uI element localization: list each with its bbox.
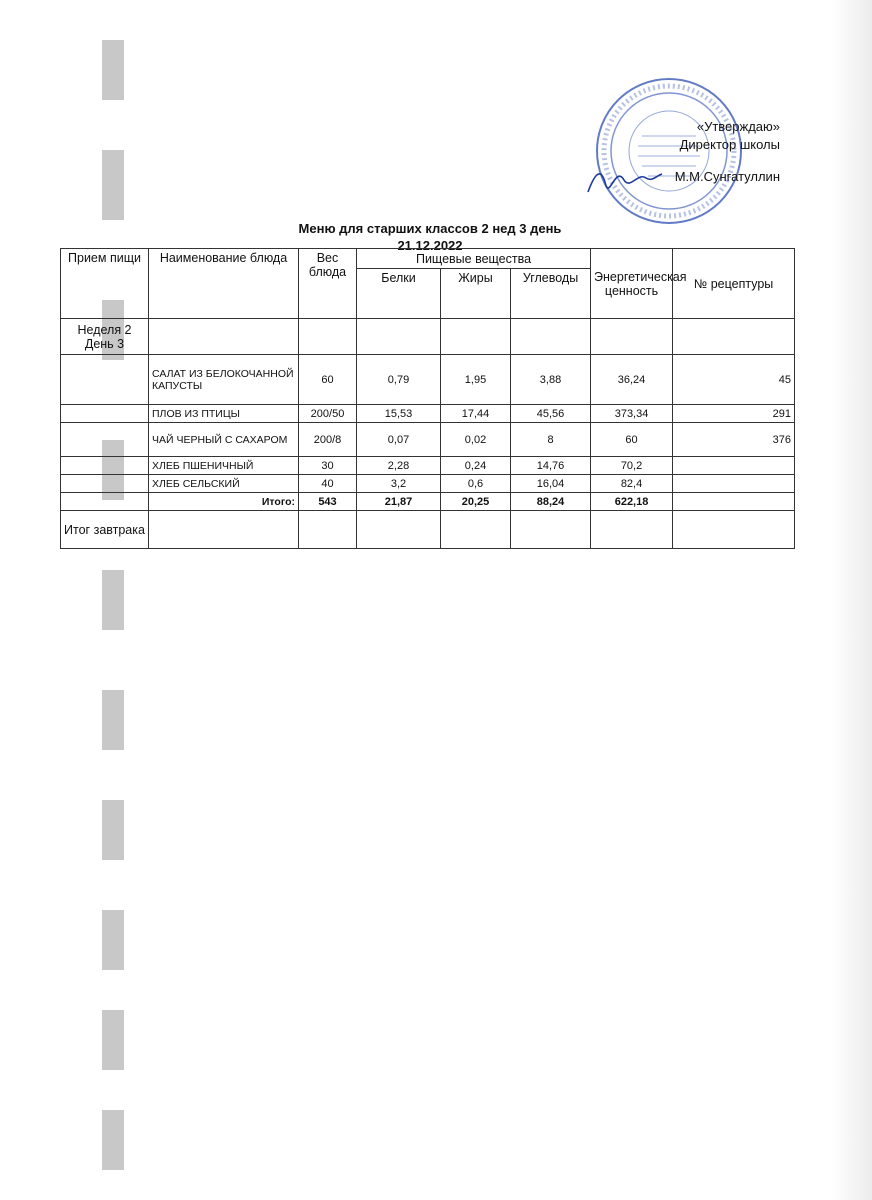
dish-weight: 60 [299,355,357,405]
table-row [61,423,795,457]
dish-fat: 1,95 [441,355,511,405]
breakfast-total-label: Итог завтрака [61,511,149,549]
dish-carbs: 16,04 [511,475,591,493]
title-line: Меню для старших классов 2 нед 3 день [298,221,562,236]
scan-binding-edge [92,0,138,1200]
dish-energy: 373,34 [591,405,673,423]
total-protein: 21,87 [357,493,441,511]
total-weight: 543 [299,493,357,511]
week-day-label: Неделя 2 День 3 [61,319,149,355]
dish-energy: 36,24 [591,355,673,405]
table-row [61,355,795,405]
total-energy: 622,18 [591,493,673,511]
total-fat: 20,25 [441,493,511,511]
week-day-row [61,319,795,355]
dish-protein: 2,28 [357,457,441,475]
header-protein: Белки [357,269,441,319]
dish-name: ПЛОВ ИЗ ПТИЦЫ [149,405,299,423]
dish-energy: 82,4 [591,475,673,493]
table-row [61,405,795,423]
approval-line: «Утверждаю» [696,119,780,134]
header-energy: Энергетическая ценность [591,249,673,319]
approval-block [580,118,780,186]
dish-fat: 0,24 [441,457,511,475]
header-weight: Вес блюда [299,249,357,319]
total-label: Итого: [149,493,299,511]
dish-carbs: 45,56 [511,405,591,423]
header-meal: Прием пищи [61,249,149,319]
dish-carbs: 8 [511,423,591,457]
dish-energy: 60 [591,423,673,457]
dish-name: ЧАЙ ЧЕРНЫЙ С САХАРОМ [149,423,299,457]
dish-recipe: 45 [673,355,795,405]
menu-table [60,248,795,549]
dish-carbs: 14,76 [511,457,591,475]
dish-protein: 0,79 [357,355,441,405]
dish-weight: 30 [299,457,357,475]
dish-recipe [673,457,795,475]
dish-fat: 17,44 [441,405,511,423]
dish-energy: 70,2 [591,457,673,475]
dish-fat: 0,02 [441,423,511,457]
total-row [61,493,795,511]
scan-shadow [832,0,872,1200]
approval-position: Директор школы [679,137,780,152]
dish-protein: 3,2 [357,475,441,493]
dish-recipe: 376 [673,423,795,457]
dish-carbs: 3,88 [511,355,591,405]
dish-recipe: 291 [673,405,795,423]
table-row [61,475,795,493]
total-carbs: 88,24 [511,493,591,511]
dish-recipe [673,475,795,493]
title-date: 21.12.2022 [397,238,463,253]
dish-weight: 200/8 [299,423,357,457]
dish-weight: 40 [299,475,357,493]
dish-weight: 200/50 [299,405,357,423]
dish-name: САЛАТ ИЗ БЕЛОКОЧАННОЙ КАПУСТЫ [149,355,299,405]
header-carbs: Углеводы [511,269,591,319]
dish-fat: 0,6 [441,475,511,493]
dish-protein: 15,53 [357,405,441,423]
approval-name: М.М.Сунгатуллин [674,169,780,184]
table-row [61,457,795,475]
dish-protein: 0,07 [357,423,441,457]
breakfast-total-row [61,511,795,549]
dish-name: ХЛЕБ ПШЕНИЧНЫЙ [149,457,299,475]
dish-name: ХЛЕБ СЕЛЬСКИЙ [149,475,299,493]
header-nutrients: Пищевые вещества [357,249,591,269]
header-dish: Наименование блюда [149,249,299,319]
header-recipe: № рецептуры [673,249,795,319]
header-fat: Жиры [441,269,511,319]
